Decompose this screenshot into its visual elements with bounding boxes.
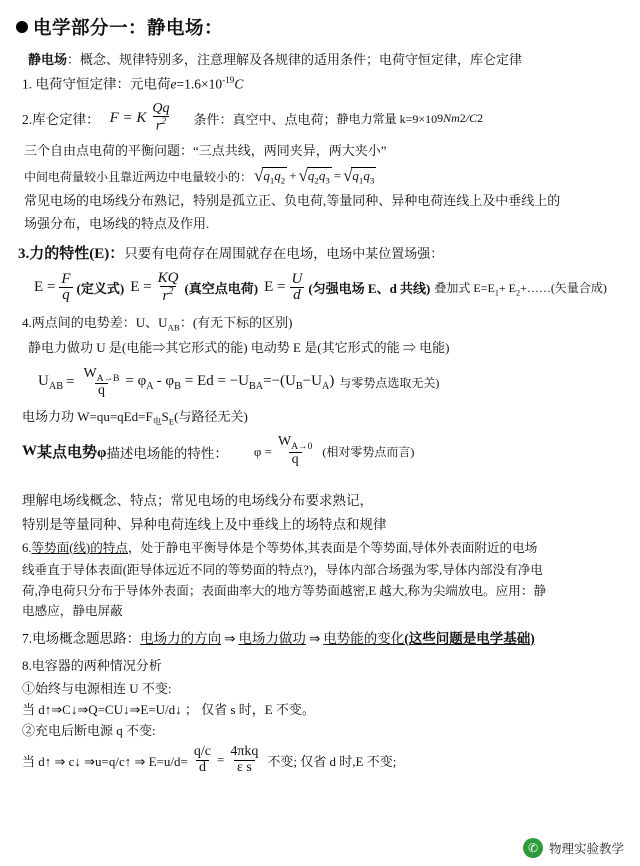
item5-row [22,435,626,467]
formula3-e2-den [160,286,177,305]
item7-part1: 电场力的方向 [140,630,222,646]
formula3-e2: E = [130,279,152,296]
work-text: 电场力功 W=qu=qEd=F [22,409,153,425]
formula3-e3: E = [264,279,286,296]
item8-frac2-num: 4πkq [230,744,259,760]
formula3-row [34,271,626,306]
item2-frac-numerator: Qq [152,100,170,116]
item1-eq: =1.6×10 [176,76,223,92]
understand-line1: 理解电场线概念、特点；常见电场的电场线分布要求熟记， [22,492,373,508]
item2-const-unit-exp: 2 [459,110,466,125]
wechat-icon: ✆ [523,838,543,858]
item6-text: ，处于静电平衡导体是个等势体,其表面是个等势面,导体外表面附近的电场 [128,540,538,555]
item6-line4: 电感应，静电屏蔽 [22,604,123,619]
formula3-sup-sub2: 2 [516,288,521,298]
item8-case2-formula [22,745,626,775]
item6-title: 等势面(线)的特点 [31,540,128,555]
item7-part2: 电场力做功 [238,630,306,646]
item2-frac-den-base: r [155,118,162,134]
radical2-q2-sub: 2 [314,175,319,186]
item1-number: 1. 电荷守恒定律： [22,76,130,92]
item7-arrow2: ⇒ [308,630,321,646]
item8-case2-lhs: 当 d↑ ⇒ c↓ ⇒u=q/c↑ ⇒ E=u/d= [22,753,188,769]
bullet-icon [16,21,28,33]
fieldlines-line2: 场强分布，电场线的特点及作用. [24,216,210,232]
balance-plus: + [289,168,297,184]
formula4-note: 与零势点选取无关) [339,376,440,391]
balance-equals: = [333,168,342,184]
radical1-q2: q [274,167,281,183]
formula4-lhs [38,373,63,392]
item5-num-text: W [277,434,292,450]
item4-text2: ：(有无下标的区别) [179,315,293,331]
item1-text: 元电荷 [130,76,171,92]
radical-1: √ $q_1q_2$ [254,165,286,186]
formula4-eq2-sub: A [146,381,154,393]
item7-line [22,629,626,650]
formula4-num [80,367,122,384]
formula3-e2-tag: (真空点电荷) [184,281,259,297]
item2-condition: 条件：真空中、点电荷； [193,111,337,127]
item6-line2: 线垂直于导体表面(距导体远近不同的等势面的特点?)，导体内部合场强为零,导体内部没有净电 [22,563,543,578]
radical3-q1: q [352,167,359,183]
formula3-sup-text3: +……(矢量合成) [520,280,607,295]
formula4-row [38,367,626,399]
footer-brand [523,838,624,858]
work-text2: S [161,409,169,425]
formula3-e3-den: d [290,287,304,304]
balance-note-row [24,167,626,186]
item4-sub: AB [167,322,180,333]
item3-title: 力的特性(E)： [29,245,125,262]
balance-text: 三个自由点电荷的平衡问题：“三点共线，两同夹异，两大夹小” [24,142,387,158]
item4-line [22,313,626,335]
item8-case1-detail: 当 d↑⇒C↓⇒Q=CU↓⇒E=U/d↓ ； 仅省 s 时，E 不变。 [22,701,315,717]
formula4-eq4: = Ed = −U [184,373,249,390]
work-sub: 电 [152,416,162,427]
work-sub2: E [168,416,175,427]
fieldlines-line1: 常见电场的电场线分布熟记，特别是孤立正、负电荷,等量同种、异种电荷连线上及中垂线上的 [24,193,561,209]
formula4-eq5: =−(U [263,373,296,390]
formula4-num-w: W [83,365,97,381]
work-line [22,407,626,429]
formula3-e3-num: U [291,270,303,287]
formula3-e1-den: q [59,287,73,304]
page-title-text: 电学部分一：静电场： [33,19,224,39]
item8-heading: 8.电容器的两种情况分析 [22,657,162,673]
formula3-sup-sub1: 1 [494,288,499,298]
item5-phi: φ = [253,443,272,459]
formula4-eq5-sub: B [295,381,303,393]
item2-row [22,102,626,135]
formula4-eq7: ) [329,373,335,390]
item3-text: 只要有电荷存在周围就存在电场 [124,245,314,261]
formula4-eq1: = [66,374,75,391]
item8-frac1-den: d [196,760,209,776]
formula3-e2-den-base: r [162,288,169,305]
item1-line [22,73,626,95]
formula4-minus: - φ [156,373,175,390]
formula4-rest [185,373,334,392]
item6-number: 6. [22,540,32,555]
formula4-lhs-sub: AB [48,381,63,393]
formula4-den: q [95,383,108,399]
item6-line3: 荷,净电荷只分布于导体外表面；表面曲率大的地方等势面越密,E 越大,称为尖端放电。应用：静 [22,583,547,598]
formula4-phi-b [157,373,181,392]
radical1-q1: q [263,167,270,183]
item7-part3: 电势能的变化 [323,630,405,646]
item7-number: 7. [22,630,33,646]
intro-text: ：概念、规律特别多，注意理解及各规律的适用条件；电荷守恒定律，库仑定律 [67,52,523,67]
formula3-e2-den-exp: 2 [168,286,174,298]
item8-frac2-den: ε s [234,760,255,776]
item5-frac-num [275,435,315,452]
item8-case2: ②充电后断电源 q 不变: [22,723,156,739]
work-text3: (与路径无关) [174,409,248,425]
radical-2: √ $q_2q_3$ [298,165,330,186]
item2-const-label: 静电力常量 k=9×10 [336,111,438,126]
item5-number: W [22,443,37,460]
item5-title: 某点电势φ [37,445,107,462]
item7-title: 电场概念题思路： [32,630,141,646]
formula3-sup-text2: + E [498,280,517,295]
formula3-superposition [434,279,606,297]
item4-line2: 静电力做功 U 是(电能⇒其它形式的能) 电动势 E 是(其它形式的能 ⇒ 电能) [28,340,450,356]
radical-3: √ $q_1q_3$ [343,165,375,186]
radical2-q3-sub: 3 [325,175,330,186]
item7-part4: (这些问题是电学基础) [404,630,535,646]
item7-arrow1: ⇒ [224,630,236,646]
understand-line2: 特别是等量同种、异种电荷连线上及中垂线上的场特点和规律 [22,516,387,532]
formula4-eq6: −U [302,373,322,390]
formula3-sup-text: 叠加式 E=E [434,280,495,295]
formula4-num-sub: A→B [96,373,120,384]
item8-case1: ①始终与电源相连 U 不变: [22,680,172,696]
balance-line [24,141,626,161]
balance-note: 中间电荷量较小且靠近两边中电量较小的： [24,169,253,184]
item2-frac-denominator [153,116,169,134]
radical2-q3: q [318,167,326,183]
radical3-q3: q [363,167,370,183]
radical2-q2: q [307,167,315,183]
item2-const-exp: 9 [437,110,444,125]
formula3-e3-tag: (匀强电场 E、d 共线) [308,281,431,297]
formula3-e1-tag: (定义式) [76,281,125,297]
item4-number: 4.两点间的电势差： [22,315,136,331]
footer-text: 物理实验教学 [548,842,624,856]
item2-const-unit2-exp: 2 [477,110,484,125]
item5-note: (相对零势点而言) [322,445,415,460]
formula3-e1: E = [34,279,56,296]
formula3-e1-num: F [61,270,71,287]
radical1-q1-sub: 1 [269,175,275,186]
formula4-phi-a [125,373,153,392]
item2-const-unit: Nm [443,110,460,125]
item3-text2: ，电场中某位置场强： [313,245,444,261]
formula3-e2-num: KQ [157,269,179,286]
item5-den: q [289,452,302,468]
radical3-q3-sub: 3 [369,175,375,186]
item8-case2-rhs: 不变; 仅省 d 时,E 不变; [267,753,397,769]
item2-const-unit2: /C [465,110,478,125]
radical1-q2-sub: 2 [280,175,286,186]
item2-number: 2.库仑定律： [22,112,100,128]
formula4-eq3-sub: B [174,381,181,393]
item4-text: U、U [135,315,168,331]
intro-line [28,50,626,70]
item1-unit: C [234,76,244,92]
radical3-q1-sub: 1 [358,175,364,186]
item6-line1 [22,539,626,559]
item1-exp: -19 [222,75,235,86]
formula4-eq4-sub: BA [248,381,264,393]
item8-frac1-num: q/c [193,744,211,760]
formula4-lhs-u: U [38,373,49,390]
item1-var: e [170,76,177,92]
intro-label: 静电场 [28,52,68,67]
item3-number: 3. [18,245,30,262]
item2-formula-lhs: F = K [109,109,147,126]
item5-num-sub: A→0 [291,442,313,453]
item5-text: 描述电场能的特性： [106,445,228,461]
item2-frac-den-exp: 2 [161,117,167,128]
item8-eq: = [217,752,225,768]
formula4-eq6-sub: A [321,381,330,393]
formula4-eq2: = φ [125,373,147,390]
page-title [16,14,626,40]
item3-heading [18,242,626,263]
